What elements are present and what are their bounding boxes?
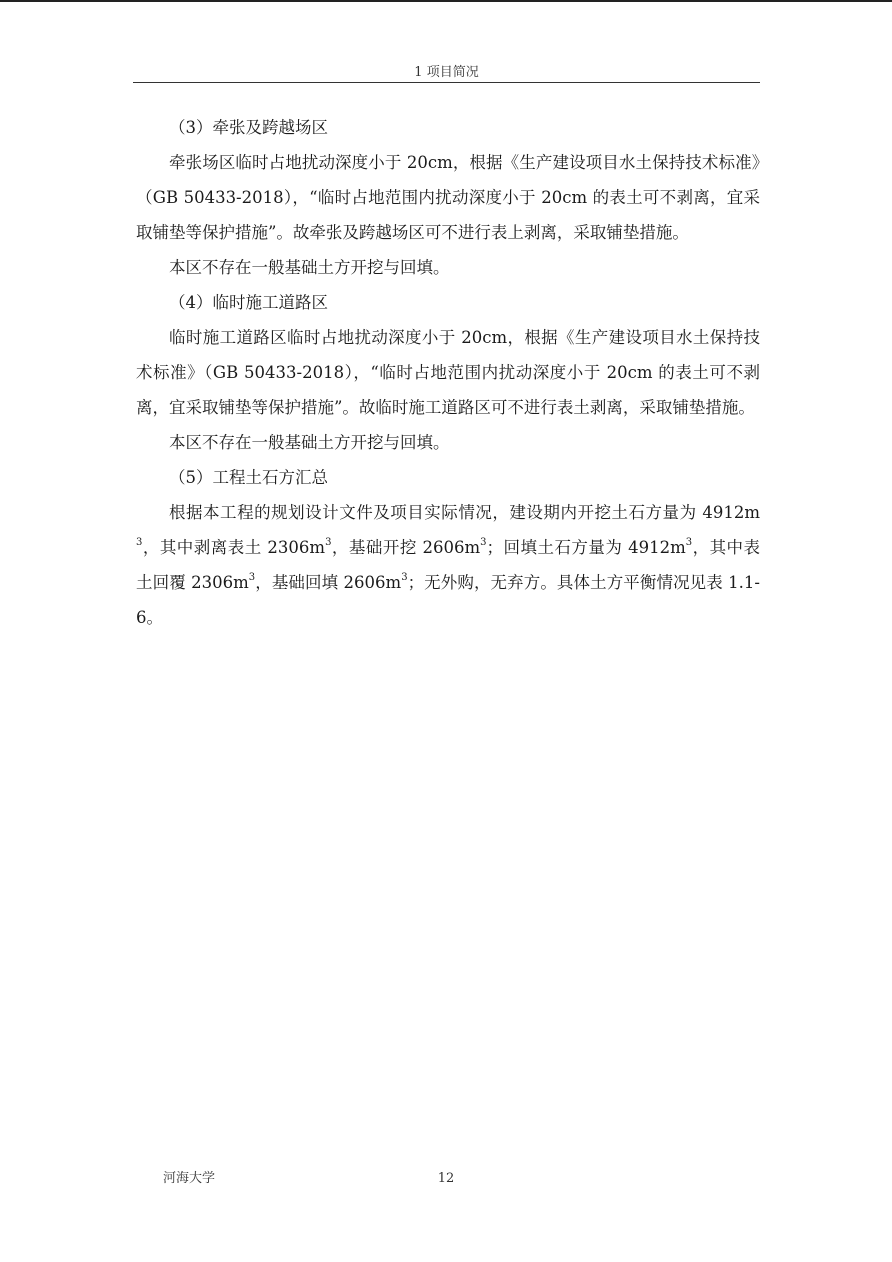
paragraph: 临时施工道路区临时占地扰动深度小于 20cm，根据《生产建设项目水土保持技术标准》（GB 50433-2018），“临时占地范围内扰动深度小于 20cm 的表土可不剥离，宜采取铺垫等保护措施”。故临时施工道路区可不进行表土剥离，采取铺垫措施。 bbox=[136, 328, 760, 417]
superscript: 3 bbox=[685, 536, 693, 548]
text-run: ，基础回填 2606m bbox=[255, 573, 402, 592]
paragraph-earthwork-summary bbox=[136, 495, 760, 635]
superscript: 3 bbox=[401, 571, 408, 583]
section-heading-3: （3）牵张及跨越场区 bbox=[169, 118, 328, 137]
text-run: ，基础开挖 2606m bbox=[331, 538, 481, 557]
paragraph: 本区不存在一般基础土方开挖与回填。 bbox=[169, 433, 450, 452]
top-border-rule bbox=[0, 0, 892, 2]
page-number: 12 bbox=[437, 1171, 455, 1186]
body-text bbox=[136, 110, 760, 635]
text-run: ；回填土石方量为 4912m bbox=[486, 538, 686, 557]
text-run: ，其中剥离表土 2306m bbox=[142, 538, 326, 557]
section-heading-4: （4）临时施工道路区 bbox=[169, 293, 328, 312]
text-run: 根据本工程的规划设计文件及项目实际情况，建设期内开挖土石方量为 4912m bbox=[169, 503, 760, 522]
section-heading-5: （5）工程土石方汇总 bbox=[169, 468, 328, 487]
text-run: ；无外购，无弃方。具体土方平衡情况见表 1.1-6。 bbox=[136, 573, 760, 627]
header-rule bbox=[133, 82, 760, 83]
paragraph: 本区不存在一般基础土方开挖与回填。 bbox=[169, 258, 450, 277]
superscript: 3 bbox=[325, 536, 332, 548]
superscript: 3 bbox=[248, 571, 256, 583]
text-run: ，其中表土回覆 2306m bbox=[136, 538, 761, 592]
running-header: 1 项目简况 bbox=[414, 65, 479, 80]
superscript: 3 bbox=[480, 536, 487, 548]
footer-institution: 河海大学 bbox=[163, 1171, 216, 1186]
superscript: 3 bbox=[136, 536, 143, 548]
paragraph: 牵张场区临时占地扰动深度小于 20cm，根据《生产建设项目水土保持技术标准》（GB 50433-2018），“临时占地范围内扰动深度小于 20cm 的表土可不剥离，宜采取铺垫等保护措施”。故牵张及跨越场区可不进行表上剥离，采取铺垫措施。 bbox=[136, 153, 760, 242]
